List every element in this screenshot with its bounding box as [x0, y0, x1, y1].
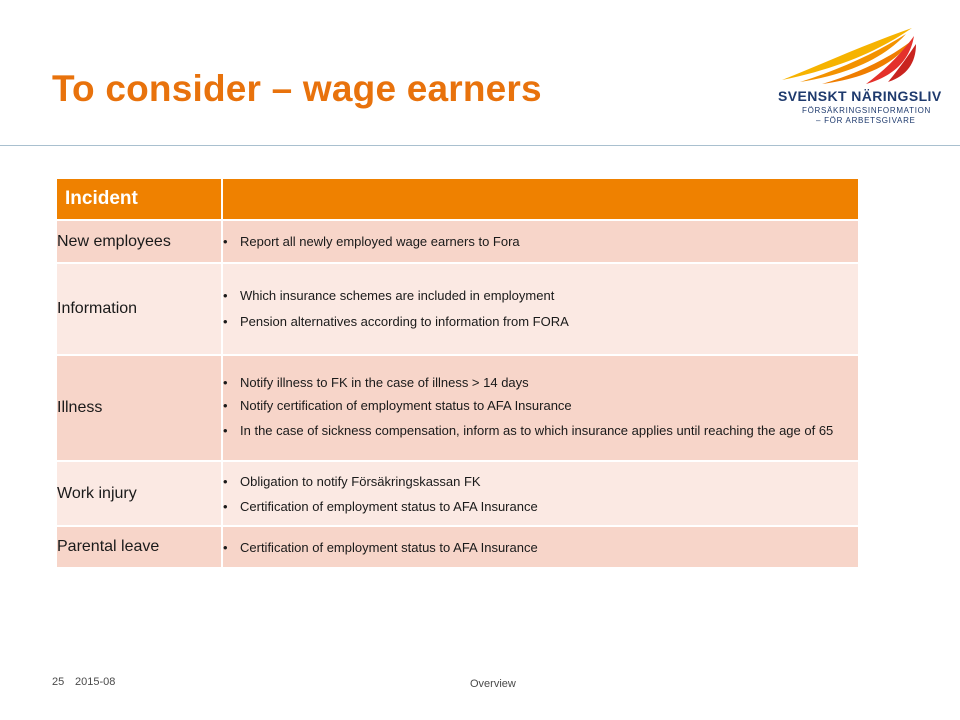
- row-label: Illness: [56, 355, 222, 461]
- logo-subtitle: [802, 106, 931, 126]
- logo-subtitle-line1: FÖRSÄKRINGSINFORMATION: [802, 106, 932, 115]
- incident-table: [55, 177, 860, 569]
- row-label: Information: [56, 263, 222, 355]
- bullet-icon: •: [223, 314, 228, 329]
- row-items: [222, 263, 859, 355]
- bullet-icon: •: [223, 423, 228, 438]
- title-divider: [0, 145, 960, 146]
- row-items: [222, 220, 859, 263]
- footer-section-label: Overview: [470, 678, 516, 690]
- bullet-icon: •: [223, 234, 228, 249]
- list-item: • Which insurance schemes are included in employment: [223, 283, 858, 309]
- table-row: [56, 263, 859, 355]
- list-item: • Notify illness to FK in the case of illness > 14 days: [223, 371, 858, 394]
- list-item: • Notify certification of employment status to AFA Insurance: [223, 394, 858, 417]
- row-items: [222, 461, 859, 526]
- list-item: • Certification of employment status to AFA Insurance: [223, 494, 858, 519]
- row-items: [222, 355, 859, 461]
- logo-wings-icon: [770, 22, 930, 88]
- table-row: [56, 461, 859, 526]
- table-row: [56, 355, 859, 461]
- slide-title: To consider – wage earners: [52, 68, 542, 109]
- slide-date: 2015-08: [75, 676, 116, 688]
- row-label: Work injury: [56, 461, 222, 526]
- bullet-icon: •: [223, 498, 228, 514]
- list-item: • Obligation to notify Försäkringskassan FK: [223, 469, 858, 494]
- table-row: [56, 526, 859, 568]
- row-items: [222, 526, 859, 568]
- logo-subtitle-line2: – FÖR ARBETSGIVARE: [816, 116, 916, 125]
- bullet-icon: •: [223, 375, 228, 390]
- bullet-icon: •: [223, 473, 228, 489]
- header-incident: Incident: [56, 178, 222, 220]
- row-label: New employees: [56, 220, 222, 263]
- list-item: • In the case of sickness compensation, inform as to which insurance applies until reaching the age of 65: [223, 417, 858, 445]
- svenskt-naringsliv-logo: [770, 22, 940, 132]
- list-item: • Pension alternatives according to information from FORA: [223, 309, 858, 335]
- logo-name: SVENSKT NÄRINGSLIV: [778, 88, 942, 104]
- page-number: 25: [52, 676, 65, 688]
- table-row: [56, 220, 859, 263]
- bullet-icon: •: [223, 539, 228, 555]
- list-item: • Report all newly employed wage earners to Fora: [223, 234, 520, 249]
- header-blank: [222, 178, 859, 220]
- bullet-icon: •: [223, 398, 228, 413]
- row-label: Parental leave: [56, 526, 222, 568]
- bullet-icon: •: [223, 288, 228, 303]
- table-header-row: [56, 178, 859, 220]
- list-item: • Certification of employment status to AFA Insurance: [223, 539, 538, 555]
